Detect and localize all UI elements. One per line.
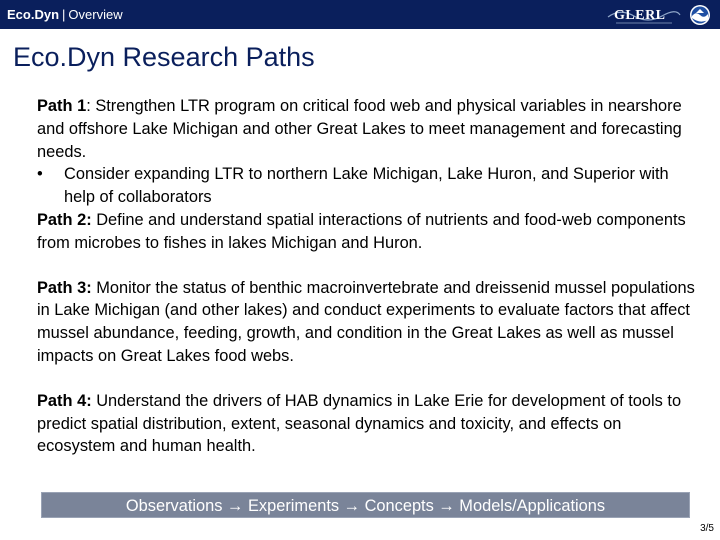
workflow-text: Observations → Experiments → Concepts → Models/Applications [125, 497, 606, 515]
bullet-marker: • [37, 165, 43, 184]
workflow-banner [41, 492, 690, 518]
path-2 [37, 209, 702, 255]
breadcrumb [7, 7, 123, 22]
path-2-label: Path 2: [37, 210, 92, 229]
brand-name: Eco.Dyn [7, 7, 60, 22]
breadcrumb-separator: | [62, 7, 66, 22]
path-1-bullet-text: Consider expanding LTR to northern Lake Michigan, Lake Huron, and Superior with help of collaborators [64, 165, 669, 207]
noaa-logo-icon [689, 4, 711, 26]
header-bar [0, 0, 720, 29]
path-1 [37, 95, 702, 163]
path-3-label: Path 3: [37, 278, 92, 297]
path-4-label: Path 4: [37, 391, 92, 410]
glerl-logo [606, 4, 682, 26]
path-3-text: Monitor the status of benthic macroinvertebrate and dreissenid mussel populations in Lake Michigan (and other lakes) and conduct experiments to evaluate factors that affect mussel abundance, feeding, growth, and condition in the Great Lakes as well as mussel impacts on Great Lakes food webs. [37, 278, 695, 365]
path-1-text: Strengthen LTR program on critical food web and physical variables in nearshore and offshore Lake Michigan and other Great Lakes to meet management and forecasting needs. [37, 97, 682, 161]
path-4 [37, 390, 702, 458]
path-2-text: Define and understand spatial interactions of nutrients and food-web components from microbes to fishes in lakes Michigan and Huron. [37, 210, 686, 252]
spacer [37, 255, 702, 277]
path-1-label: Path 1 [37, 97, 87, 115]
path-1-bullet [37, 163, 702, 209]
research-paths-body [37, 95, 702, 458]
glerl-logo-text: GLERL [614, 8, 666, 23]
slide-title: Eco.Dyn Research Paths [13, 42, 315, 72]
path-3 [37, 277, 702, 368]
page-number: 3/5 [700, 523, 714, 534]
spacer [37, 368, 702, 390]
section-name: Overview [68, 7, 123, 22]
path-4-text: Understand the drivers of HAB dynamics in Lake Erie for development of tools to predict spatial distribution, extent, seasonal dynamics and toxicity, and effects on ecosystem and human health. [37, 391, 682, 456]
path-1-colon: : [86, 97, 91, 115]
